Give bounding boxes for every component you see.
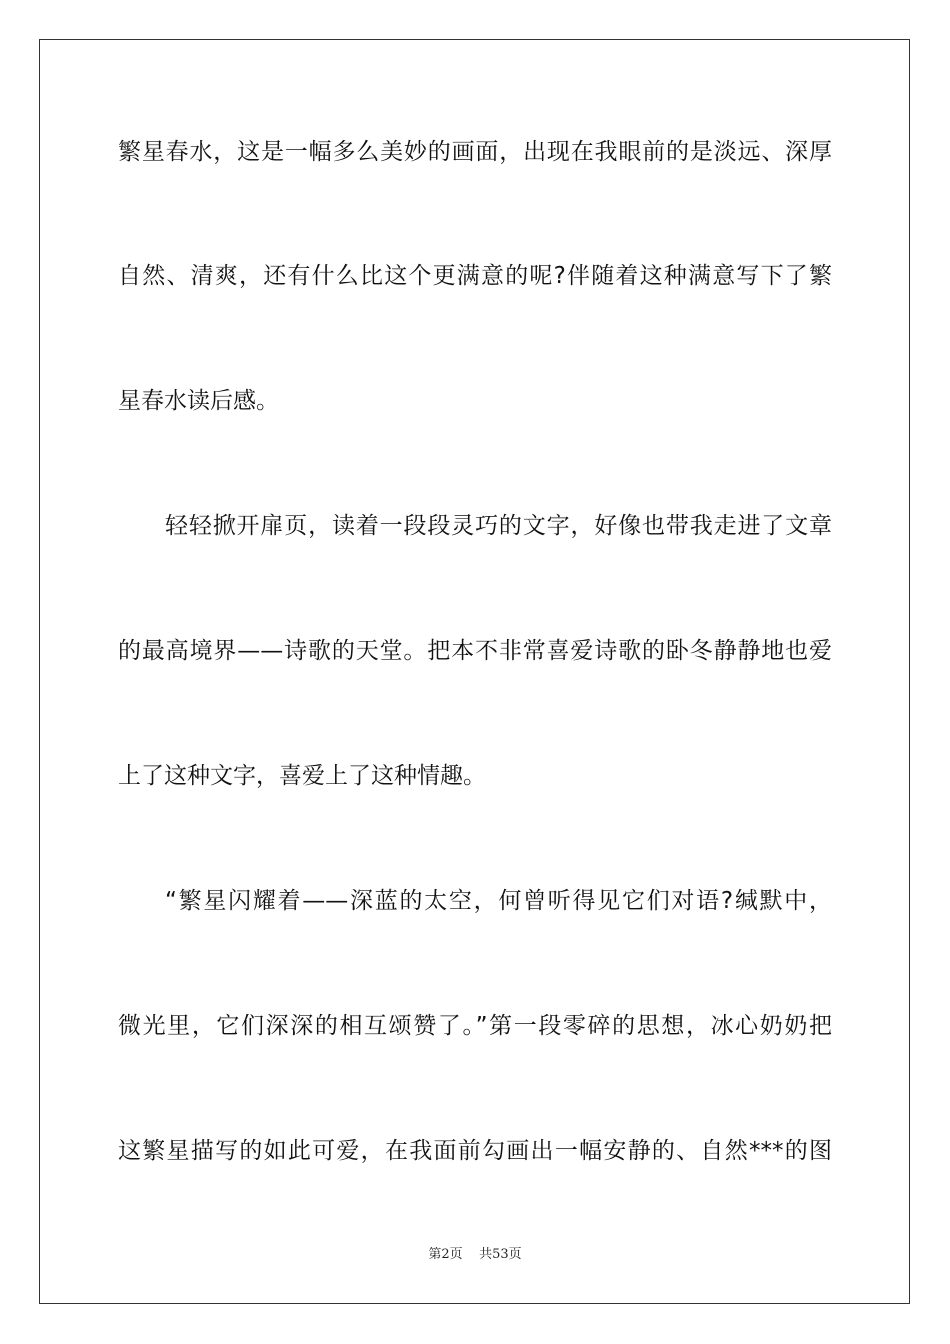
page-total: 共53页: [479, 1247, 522, 1262]
paragraph-line: 轻轻掀开扉页，读着一段段灵巧的文字，好像也带我走进了文章: [165, 513, 832, 539]
paragraph-line: 星春水读后感。: [118, 388, 279, 414]
paragraph-line: 的最高境界——诗歌的天堂。把本不非常喜爱诗歌的卧冬静静地也爱: [118, 638, 832, 664]
paragraph-line: 微光里，它们深深的相互颂赞了。”第一段零碎的思想，冰心奶奶把: [118, 1013, 832, 1039]
paragraph-line: 自然、清爽，还有什么比这个更满意的呢?伴随着这种满意写下了繁: [118, 263, 832, 289]
paragraph-line: 上了这种文字，喜爱上了这种情趣。: [118, 763, 486, 789]
paragraph-line: 这繁星描写的如此可爱，在我面前勾画出一幅安静的、自然***的图: [118, 1138, 832, 1164]
page-border: [39, 39, 910, 1304]
paragraph-line: 繁星春水，这是一幅多么美妙的画面，出现在我眼前的是淡远、深厚: [118, 139, 832, 165]
page-number: 第2页: [428, 1247, 463, 1262]
page-footer: [0, 1246, 950, 1264]
paragraph-line: “繁星闪耀着——深蓝的太空，何曾听得见它们对语?缄默中，: [165, 888, 832, 914]
